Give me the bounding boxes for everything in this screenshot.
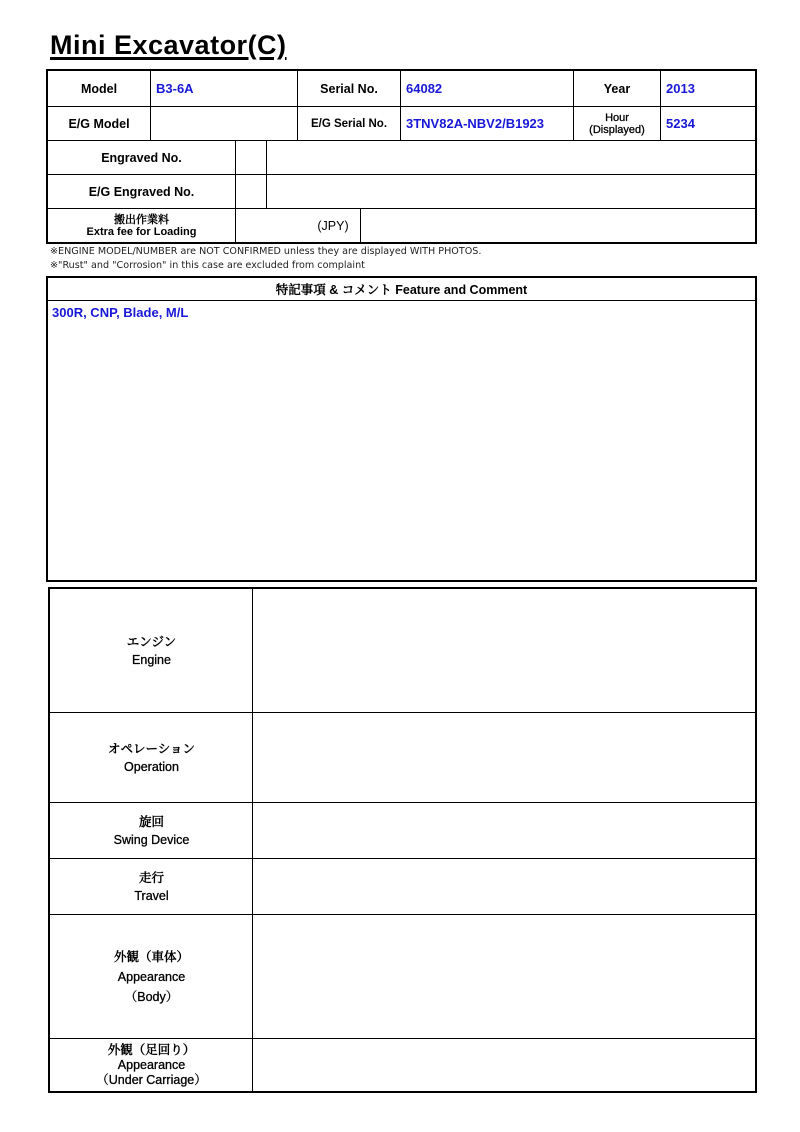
feature-box [46,276,757,582]
engine-row-label [52,589,251,712]
eg-serial-label: E/G Serial No. [310,117,388,130]
operation-label-en: Operation [124,759,179,774]
rust-note: ※"Rust" and "Corrosion" in this case are excluded from complaint [50,260,365,271]
year-label: Year [603,81,631,96]
body-row-label [52,915,251,1038]
model-value: B3-6A [156,81,194,96]
body-label-en: Appearance [117,969,186,984]
hour-value: 5234 [666,116,695,131]
undercarriage-label-en2: （Under Carriage） [96,1072,207,1087]
serial-value: 64082 [406,81,443,96]
swing-label-jp: 旋回 [138,814,164,829]
engine-label-jp: エンジン [126,634,177,649]
feature-header: 特記事項 & コメント Feature and Comment [275,283,528,297]
hour-label-line2: (Displayed) [589,123,645,136]
inspection-table [48,587,757,1093]
hour-label-line1: Hour [605,111,629,124]
body-label-jp: 外観（車体） [113,949,189,964]
undercarriage-row-label [52,1039,251,1091]
hour-label [574,107,660,140]
engraved-label: Engraved No. [101,150,182,165]
eg-engraved-label: E/G Engraved No. [88,184,195,199]
operation-label-jp: オペレーション [107,741,195,756]
engine-label-en: Engine [132,652,171,667]
serial-label: Serial No. [320,81,378,96]
extra-fee-label-jp: 搬出作業料 [114,213,169,226]
operation-row-label [52,713,251,802]
travel-row-label [52,859,251,914]
swing-label-en: Swing Device [113,832,190,847]
year-value: 2013 [666,81,695,96]
eg-serial-value: 3TNV82A-NBV2/B1923 [406,116,545,131]
model-label: Model [80,81,118,96]
engine-note: ※ENGINE MODEL/NUMBER are NOT CONFIRMED unless they are displayed WITH PHOTOS. [50,246,482,257]
extra-fee-label-en: Extra fee for Loading [86,225,197,238]
eg-model-value [151,107,297,140]
travel-label-jp: 走行 [138,870,164,885]
feature-text: 300R, CNP, Blade, M/L [52,304,189,320]
eg-model-label: E/G Model [68,116,130,131]
undercarriage-label-en: Appearance [117,1057,186,1072]
currency-label: (JPY) [317,218,349,233]
page-title: Mini Excavator(C) [50,30,287,60]
body-label-en2: （Body） [124,989,179,1004]
undercarriage-label-jp: 外観（足回り） [107,1042,196,1057]
spec-table [46,69,757,244]
travel-label-en: Travel [134,888,169,903]
extra-fee-label [48,209,235,242]
swing-row-label [52,803,251,858]
